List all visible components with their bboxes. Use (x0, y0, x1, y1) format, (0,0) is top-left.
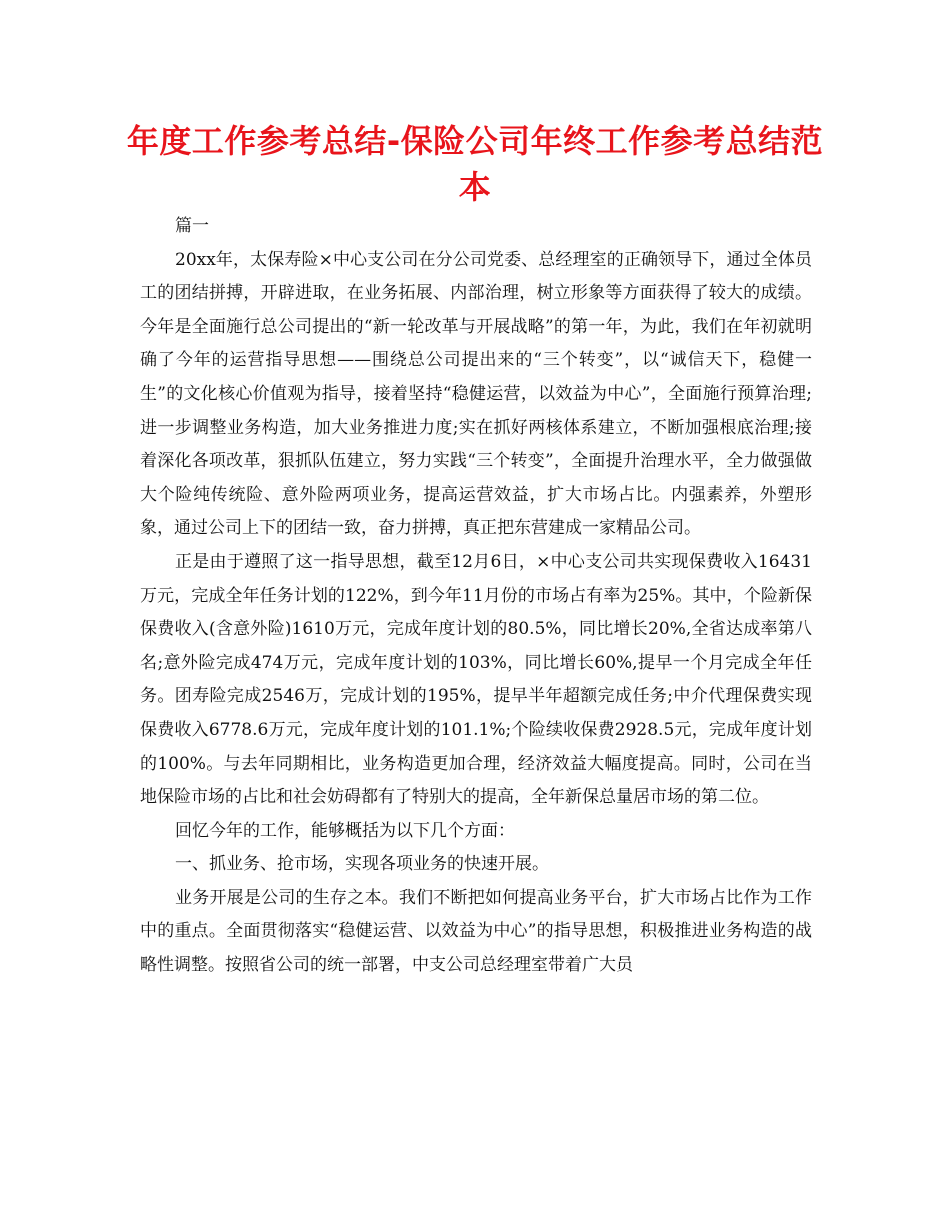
paragraph: 业务开展是公司的生存之本。我们不断把如何提高业务平台，扩大市场占比作为工作中的重点。全面贯彻落实“稳健运营、以效益为中心”的指导思想，积极推进业务构造的战略性调整。按照省公司的统一部署，中支公司总经理室带着广大员 (140, 887, 812, 976)
section-heading: 篇一 (175, 216, 209, 236)
paragraph: 20xx年，太保寿险×中心支公司在分公司党委、总经理室的正确领导下，通过全体员工的团结拼搏，开辟进取，在业务拓展、内部治理，树立形象等方面获得了较大的成绩。今年是全面施行总公司提出的“新一轮改革与开展战略”的第一年，为此，我们在年初就明确了今年的运营指导思想——围绕总公司提出来的“三个转变”，以“诚信天下，稳健一生”的文化核心价值观为指导，接着坚持“稳健运营，以效益为中心”，全面施行预算治理;进一步调整业务构造，加大业务推进力度;实在抓好两核体系建立，不断加强根底治理;接着深化各项改革，狠抓队伍建立，努力实践“三个转变”，全面提升治理水平，全力做强做大个险纯传统险、意外险两项业务，提高运营效益，扩大市场占比。内强素养，外塑形象，通过公司上下的团结一致，奋力拼搏，真正把东营建成一家精品公司。 (140, 249, 812, 539)
document-title: 年度工作参考总结-保险公司年终工作参考总结范本 (126, 122, 824, 206)
document-body (140, 210, 812, 983)
paragraph: 正是由于遵照了这一指导思想，截至12月6日，×中心支公司共实现保费收入16431万元，完成全年任务计划的122%，到今年11月份的市场占有率为25%。其中，个险新保保费收入(含意外险)1610万元，完成年度计划的80.5%，同比增长20%,全省达成率第八名;意外险完成474万元，完成年度计划的103%，同比增长60%,提早一个月完成全年任务。团寿险完成2546万，完成计划的195%，提早半年超额完成任务;中介代理保费实现保费收入6778.6万元，完成年度计划的101.1%;个险续收保费2928.5元，完成年度计划的100%。与去年同期相比，业务构造更加合理，经济效益大幅度提高。同时，公司在当地保险市场的占比和社会妨碍都有了特别大的提高，全年新保总量居市场的第二位。 (140, 551, 812, 808)
paragraph: 回忆今年的工作，能够概括为以下几个方面： (175, 820, 515, 841)
subheading: 一、抓业务、抢市场，实现各项业务的快速开展。 (175, 854, 549, 875)
